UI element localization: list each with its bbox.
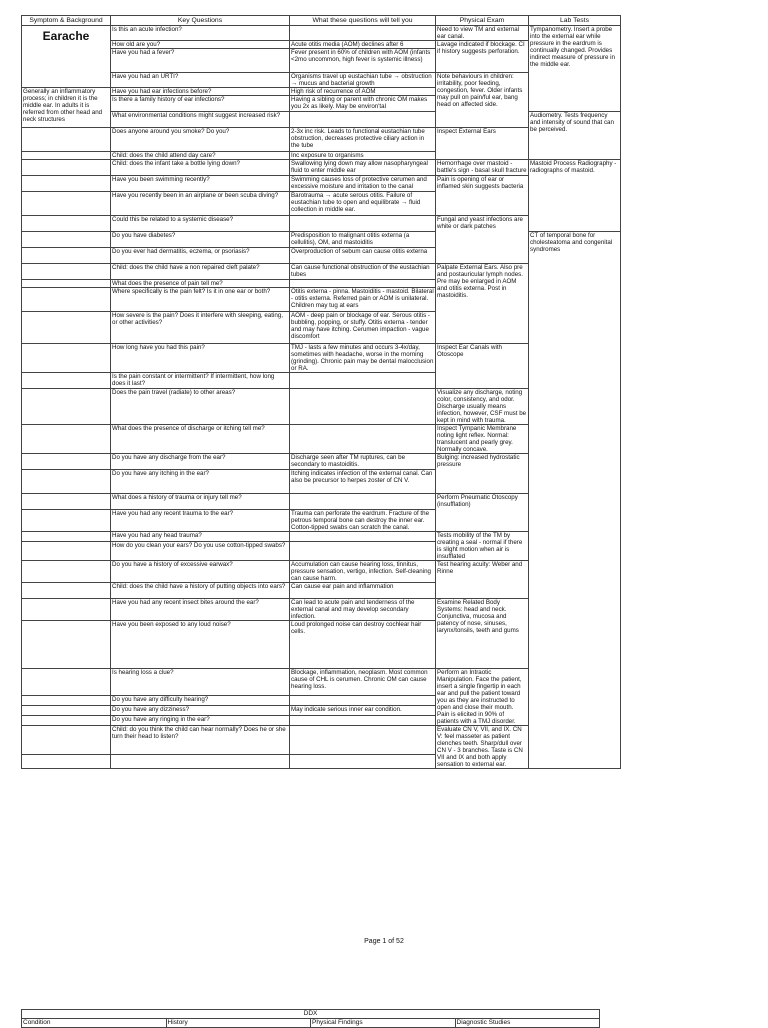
lab-test-cell: Tympanometry. Insert a probe into the external ear while pressure in the eardrum is continually changed. Provides indirect measure of pressure in the middle ear. bbox=[529, 26, 621, 112]
key-question: Do you have any difficulty hearing? bbox=[111, 696, 290, 706]
question-meaning: Overproduction of sebum can cause otitis externa bbox=[290, 248, 436, 264]
ddx-col-physical: Physical Findings bbox=[311, 1019, 456, 1028]
key-question: Have you had any recent trauma to the ear? bbox=[111, 510, 290, 532]
symptom-empty-cell bbox=[22, 669, 111, 696]
symptom-empty-cell bbox=[22, 583, 111, 599]
question-meaning: Predisposition to malignant otitis externa (a cellulitis), OM, and mastoiditis bbox=[290, 232, 436, 248]
question-meaning bbox=[290, 112, 436, 128]
physical-exam-cell: Tests mobility of the TM by creating a seal - normal if there is slight motion when air is insufflated bbox=[436, 532, 529, 561]
symptom-empty-cell bbox=[22, 264, 111, 280]
question-meaning bbox=[290, 280, 436, 288]
physical-exam-cell: Examine Related Body Systems: head and neck. Conjunctiva, mucosa and patency of nose, sinuses, larynx/tonsils, teeth and gums bbox=[436, 599, 529, 669]
symptom-empty-cell bbox=[22, 232, 111, 248]
key-question: Do you have diabetes? bbox=[111, 232, 290, 248]
physical-exam-cell: Bulging: increased hydrostatic pressure bbox=[436, 454, 529, 494]
key-question: Do you have any ringing in the ear? bbox=[111, 716, 290, 726]
key-question: Child: does the child have a non repaired cleft palate? bbox=[111, 264, 290, 280]
question-meaning bbox=[290, 696, 436, 706]
symptom-empty-cell bbox=[22, 373, 111, 389]
header-key-questions: Key Questions bbox=[111, 16, 290, 26]
question-meaning: Trauma can perforate the eardrum. Fracture of the petrous temporal bone can destroy the inner ear. Cotton-tipped swabs can scratch the canal. bbox=[290, 510, 436, 532]
key-question: How long have you had this pain? bbox=[111, 344, 290, 373]
symptom-empty-cell bbox=[22, 248, 111, 264]
key-question: Child: does the infant take a bottle lying down? bbox=[111, 160, 290, 176]
question-meaning bbox=[290, 754, 436, 768]
key-question: Is there a family history of ear infections? bbox=[111, 96, 290, 112]
question-meaning: Can lead to acute pain and tenderness of the external canal and may develop secondary infection. bbox=[290, 599, 436, 621]
symptom-empty-cell bbox=[22, 425, 111, 454]
question-meaning: Discharge seen after TM ruptures, can be secondary to mastoiditis. bbox=[290, 454, 436, 470]
symptom-empty-cell bbox=[22, 288, 111, 312]
question-meaning bbox=[290, 494, 436, 510]
question-meaning bbox=[290, 425, 436, 454]
symptom-empty-cell bbox=[22, 696, 111, 706]
question-meaning bbox=[290, 26, 436, 41]
physical-exam-cell: Pain is opening of ear or inflamed skin suggests bacteria bbox=[436, 176, 529, 216]
symptom-empty-cell bbox=[22, 541, 111, 560]
key-question: Do you have any itching in the ear? bbox=[111, 470, 290, 494]
key-question: Do you have any discharge from the ear? bbox=[111, 454, 290, 470]
symptom-empty-cell bbox=[22, 152, 111, 160]
key-question: Have you had a fever? bbox=[111, 49, 290, 73]
symptom-empty-cell bbox=[22, 160, 111, 176]
key-question: Is the pain constant or intermittent? If intermittent, how long does it last? bbox=[111, 373, 290, 389]
key-question: Do you have a history of excessive earwax? bbox=[111, 561, 290, 583]
question-meaning bbox=[290, 373, 436, 389]
key-question: Child: does the child attend day care? bbox=[111, 152, 290, 160]
symptom-empty-cell bbox=[22, 754, 111, 768]
key-question: Does the pain travel (radiate) to other areas? bbox=[111, 389, 290, 425]
question-meaning bbox=[290, 389, 436, 425]
question-meaning: Organisms travel up eustachian tube → obstruction → mucus and bacterial growth bbox=[290, 73, 436, 88]
physical-exam-cell: Inspect Tympanic Membrane noting light reflex. Normal: translucent and pearly grey. Normally concave. bbox=[436, 425, 529, 454]
question-meaning: Otitis externa - pinna. Mastoiditis - mastoid. Bilateral - otitis externa. Referred pain or AOM is unilateral. Children may tug at ears bbox=[290, 288, 436, 312]
key-question: Child: do you think the child can hear normally? Does he or she turn their head to listen? bbox=[111, 726, 290, 755]
question-meaning bbox=[290, 216, 436, 232]
header-physical-exam: Physical Exam bbox=[436, 16, 529, 26]
key-question: How old are you? bbox=[111, 41, 290, 49]
key-question: What environmental conditions might suggest increased risk? bbox=[111, 112, 290, 128]
physical-exam-cell: Test hearing acuity: Weber and Rinne bbox=[436, 561, 529, 599]
symptom-empty-cell bbox=[22, 532, 111, 542]
key-question: Child: does the child have a history of putting objects into ears? bbox=[111, 583, 290, 599]
physical-exam-cell: Inspect External Ears bbox=[436, 128, 529, 160]
key-question: Have you recently been in an airplane or been scuba diving? bbox=[111, 192, 290, 216]
table-row bbox=[22, 26, 621, 41]
physical-exam-cell: Perform Pneumatic Otoscopy (insufflation) bbox=[436, 494, 529, 532]
question-meaning: Inc exposure to organisms bbox=[290, 152, 436, 160]
key-question: Is this an acute infection? bbox=[111, 26, 290, 41]
symptom-empty-cell bbox=[22, 510, 111, 532]
key-question: What does the presence of pain tell me? bbox=[111, 280, 290, 288]
header-symptom: Symptom & Background bbox=[22, 16, 111, 26]
question-meaning: Acute otitis media (AOM) declines after 6 bbox=[290, 41, 436, 49]
table-row bbox=[22, 160, 621, 176]
physical-exam-cell: Fungal and yeast infections are white or dark patches bbox=[436, 216, 529, 264]
lab-test-cell: CT of temporal bone for cholesteatoma and congenital syndromes bbox=[529, 232, 621, 769]
lab-test-cell: Audiometry. Tests frequency and intensity of sound that can be perceived. bbox=[529, 112, 621, 160]
ddx-col-history: History bbox=[166, 1019, 311, 1028]
question-meaning bbox=[290, 716, 436, 726]
question-meaning: Accumulation can cause hearing loss, tinnitus, pressure sensation, vertigo, infection. Self-cleaning can cause harm. bbox=[290, 561, 436, 583]
question-meaning: Itching indicates infection of the external canal. Can also be precursor to herpes zoster of CN V. bbox=[290, 470, 436, 494]
symptom-empty-cell bbox=[22, 176, 111, 192]
physical-exam-cell: Perform an Intraotic Manipulation. Face the patient, insert a single fingertip in each ear and pull the patient toward you as they are instructed to open and close their mouth. Pain is elicited in 90% of patients with a TMJ disorder. bbox=[436, 669, 529, 726]
key-question: Have you been exposed to any loud noise? bbox=[111, 621, 290, 669]
physical-exam-cell: Lavage indicated if blockage. CI if history suggests perforation. bbox=[436, 41, 529, 73]
symptom-empty-cell bbox=[22, 454, 111, 470]
question-meaning: Swallowing lying down may allow nasopharyngeal fluid to enter middle ear bbox=[290, 160, 436, 176]
key-question: What does a history of trauma or injury tell me? bbox=[111, 494, 290, 510]
table-row bbox=[22, 232, 621, 248]
question-meaning: Blockage, inflammation, neoplasm. Most common cause of CHL is cerumen. Chronic OM can cause hearing loss. bbox=[290, 669, 436, 696]
question-meaning: May indicate serious inner ear condition. bbox=[290, 706, 436, 716]
symptom-empty-cell bbox=[22, 494, 111, 510]
header-lab-tests: Lab Tests bbox=[529, 16, 621, 26]
ddx-col-diagnostic: Diagnostic Studies bbox=[455, 1019, 600, 1028]
question-meaning: Fever present in 60% of children with AOM (infants <2mo uncommon, high fever is systemic illness) bbox=[290, 49, 436, 73]
question-meaning: Loud prolonged noise can destroy cochlear hair cells. bbox=[290, 621, 436, 669]
question-meaning: AOM - deep pain or blockage of ear. Serous otitis - bubbling, popping, or stuffy. Otitis externa - tender and may have itching. Cerumen impaction - vague discomfort bbox=[290, 312, 436, 344]
key-question: Do you have any dizziness? bbox=[111, 706, 290, 716]
symptom-title: Earache bbox=[42, 29, 90, 43]
symptom-empty-cell bbox=[22, 280, 111, 288]
symptom-empty-cell bbox=[22, 128, 111, 152]
symptom-empty-cell bbox=[22, 621, 111, 669]
ddx-title: DDX bbox=[22, 1010, 600, 1019]
symptom-empty-cell bbox=[22, 716, 111, 726]
symptom-empty-cell bbox=[22, 312, 111, 344]
ddx-col-condition: Condition bbox=[22, 1019, 167, 1028]
symptom-empty-cell bbox=[22, 706, 111, 716]
lab-test-cell: Mastoid Process Radiography - radiographs of mastoid. bbox=[529, 160, 621, 232]
physical-exam-cell: Inspect Ear Canals with Otoscope bbox=[436, 344, 529, 389]
question-meaning bbox=[290, 541, 436, 560]
key-question: Where specifically is the pain felt? Is it in one ear or both? bbox=[111, 288, 290, 312]
symptom-empty-cell bbox=[22, 389, 111, 425]
key-question: Does anyone around you smoke? Do you? bbox=[111, 128, 290, 152]
key-question: Have you had ear infections before? bbox=[111, 88, 290, 96]
physical-exam-cell: Evaluate CN V, VII, and IX. CN V: feel masseter as patient clenches teeth. Sharp/dull over CN V - 3 branches. Taste is CN VII and IX and both apply sensation to external ear. bbox=[436, 726, 529, 769]
earache-sheet bbox=[21, 15, 620, 769]
question-meaning: Swimming causes loss of protective cerumen and excessive moisture and irritation to the canal bbox=[290, 176, 436, 192]
key-question: What does the presence of discharge or itching tell me? bbox=[111, 425, 290, 454]
symptom-background: Generally an inflammatory process; in children it is the middle ear. In adults it is referred from other head and neck structures bbox=[22, 88, 111, 128]
key-question: Have you been swimming recently? bbox=[111, 176, 290, 192]
symptom-empty-cell bbox=[22, 216, 111, 232]
symptom-empty-cell bbox=[22, 561, 111, 583]
physical-exam-cell: Palpate External Ears. Also pre and postauricular lymph nodes. Pre may be enlarged in AOM and otitis externa. Post in mastoiditis. bbox=[436, 264, 529, 344]
table-row bbox=[22, 112, 621, 128]
symptom-empty-cell bbox=[22, 192, 111, 216]
question-meaning: High risk of recurrence of AOM bbox=[290, 88, 436, 96]
question-meaning: TMJ - lasts a few minutes and occurs 3-4x/day, sometimes with headache, worse in the morning (grinding). Chronic pain may be dental malocclusion or RA. bbox=[290, 344, 436, 373]
question-meaning: 2-3x inc risk. Leads to functional eustachian tube obstruction, decreases protective ciliary action in the tube bbox=[290, 128, 436, 152]
key-question: Could this be related to a systemic disease? bbox=[111, 216, 290, 232]
question-meaning: Barotrauma → acute serous otitis. Failure of eustachian tube to open and equilibrate → fluid collection in middle ear. bbox=[290, 192, 436, 216]
symptom-title-cell bbox=[22, 26, 111, 88]
ddx-table bbox=[21, 1009, 600, 1028]
key-question: Have you had any head trauma? bbox=[111, 532, 290, 542]
key-question: Have you had an URTI? bbox=[111, 73, 290, 88]
header-row bbox=[22, 16, 621, 26]
key-question: Do you ever had dermatitis, eczema, or psoriasis? bbox=[111, 248, 290, 264]
history-table bbox=[21, 15, 621, 769]
question-meaning: Having a sibling or parent with chronic OM makes you 2x as likely. May be environ'tal bbox=[290, 96, 436, 112]
symptom-empty-cell bbox=[22, 599, 111, 621]
question-meaning bbox=[290, 532, 436, 542]
physical-exam-cell: Need to view TM and external ear canal. bbox=[436, 26, 529, 41]
symptom-empty-cell bbox=[22, 470, 111, 494]
physical-exam-cell: Visualize any discharge, noting color, consistency, and odor. Discharge usually means infection, however, CSF must be kept in mind with trauma. bbox=[436, 389, 529, 425]
question-meaning: Can cause functional obstruction of the eustachian tubes bbox=[290, 264, 436, 280]
key-question: How severe is the pain? Does it interfere with sleeping, eating, or other activities? bbox=[111, 312, 290, 344]
key-question: How do you clean your ears? Do you use cotton-tipped swabs? bbox=[111, 541, 290, 560]
question-meaning bbox=[290, 726, 436, 755]
key-question: Is hearing loss a clue? bbox=[111, 669, 290, 696]
question-meaning: Can cause ear pain and inflammation bbox=[290, 583, 436, 599]
key-question: Have you had any recent insect bites around the ear? bbox=[111, 599, 290, 621]
header-what-tell: What these questions will tell you bbox=[290, 16, 436, 26]
physical-exam-cell: Hemorrhage over mastoid - battle's sign - basal skull fracture bbox=[437, 160, 527, 174]
physical-exam-cell: Note behaviours in children: irritability, poor feeding, congestion, fever. Older infants may pull on pain/ful ear, bang head on affected side. bbox=[436, 73, 529, 128]
symptom-empty-cell bbox=[22, 344, 111, 373]
symptom-empty-cell bbox=[22, 726, 111, 755]
page-number: Page 1 of 52 bbox=[364, 938, 404, 945]
key-question bbox=[111, 754, 290, 768]
